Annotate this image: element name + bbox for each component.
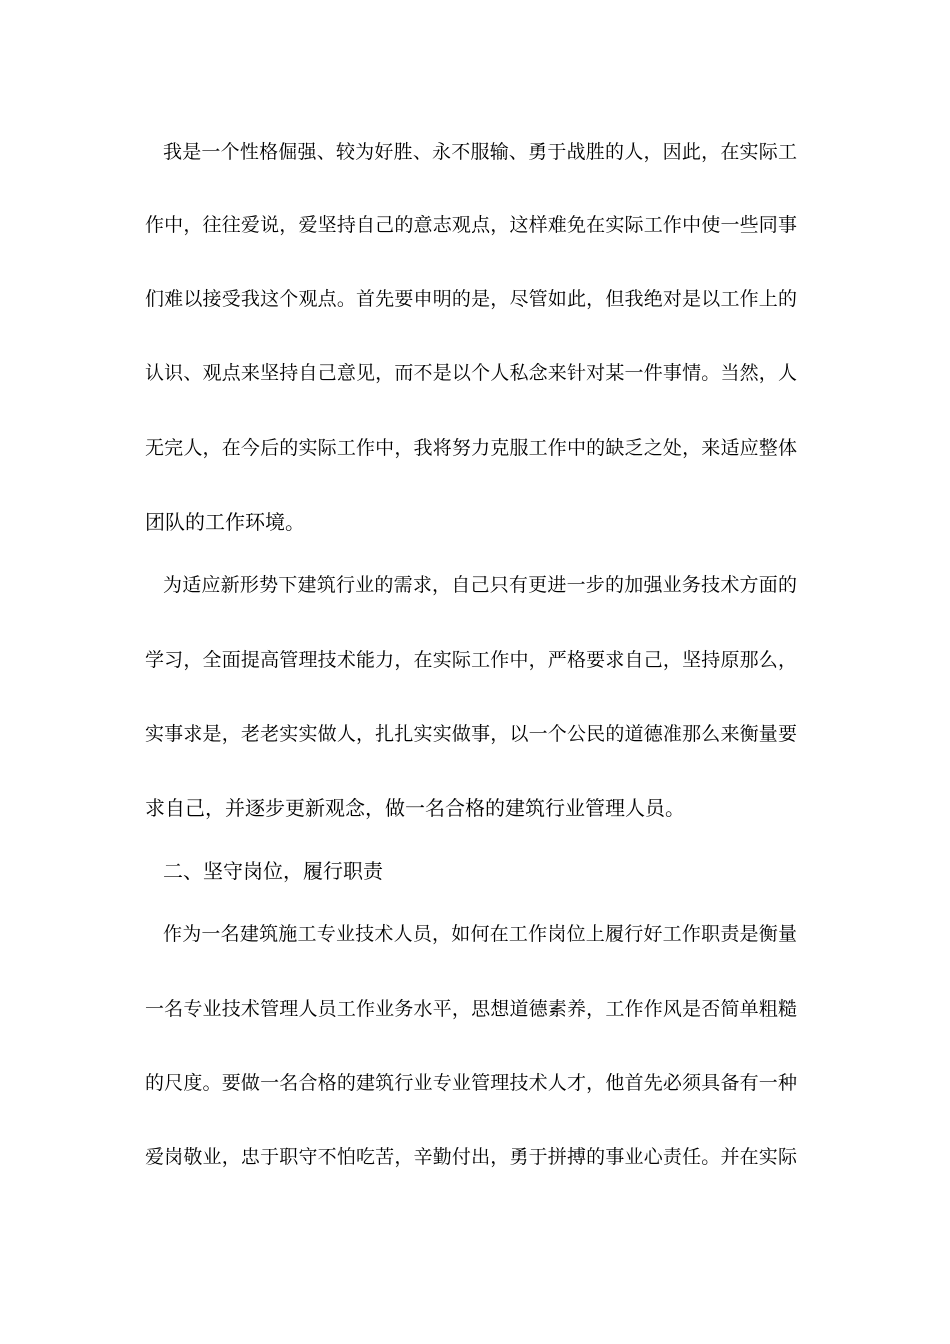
paragraph-line: 实事求是，老老实实做人，扎扎实实做事，以一个公民的道德准那么来衡量要 bbox=[145, 723, 797, 745]
paragraph-line: 作为一名建筑施工专业技术人员，如何在工作岗位上履行好工作职责是衡量 bbox=[163, 923, 797, 945]
paragraph-line: 们难以接受我这个观点。首先要申明的是，尽管如此，但我绝对是以工作上的 bbox=[145, 288, 797, 310]
paragraph-line: 学习，全面提高管理技术能力，在实际工作中，严格要求自己，坚持原那么， bbox=[145, 649, 797, 671]
paragraph-line: 一名专业技术管理人员工作业务水平，思想道德素养，工作作风是否简单粗糙 bbox=[145, 998, 797, 1020]
paragraph-line: 爱岗敬业，忠于职守不怕吃苦，辛勤付出，勇于拼搏的事业心责任。并在实际 bbox=[145, 1146, 797, 1168]
paragraph-line: 求自己，并逐步更新观念，做一名合格的建筑行业管理人员。 bbox=[145, 796, 685, 820]
section-heading: 二、坚守岗位，履行职责 bbox=[163, 859, 383, 883]
paragraph-line: 团队的工作环境。 bbox=[145, 510, 305, 534]
paragraph-line: 为适应新形势下建筑行业的需求，自己只有更进一步的加强业务技术方面的 bbox=[163, 574, 797, 596]
paragraph-line: 我是一个性格倔强、较为好胜、永不服输、勇于战胜的人，因此，在实际工 bbox=[163, 141, 797, 163]
paragraph-line: 无完人，在今后的实际工作中，我将努力克服工作中的缺乏之处，来适应整体 bbox=[145, 437, 797, 459]
paragraph-line: 的尺度。要做一名合格的建筑行业专业管理技术人才，他首先必须具备有一种 bbox=[145, 1072, 797, 1094]
paragraph-line: 认识、观点来坚持自己意见，而不是以个人私念来针对某一件事情。当然，人 bbox=[145, 362, 797, 384]
paragraph-line: 作中，往往爱说，爱坚持自己的意志观点，这样难免在实际工作中使一些同事 bbox=[145, 214, 797, 236]
